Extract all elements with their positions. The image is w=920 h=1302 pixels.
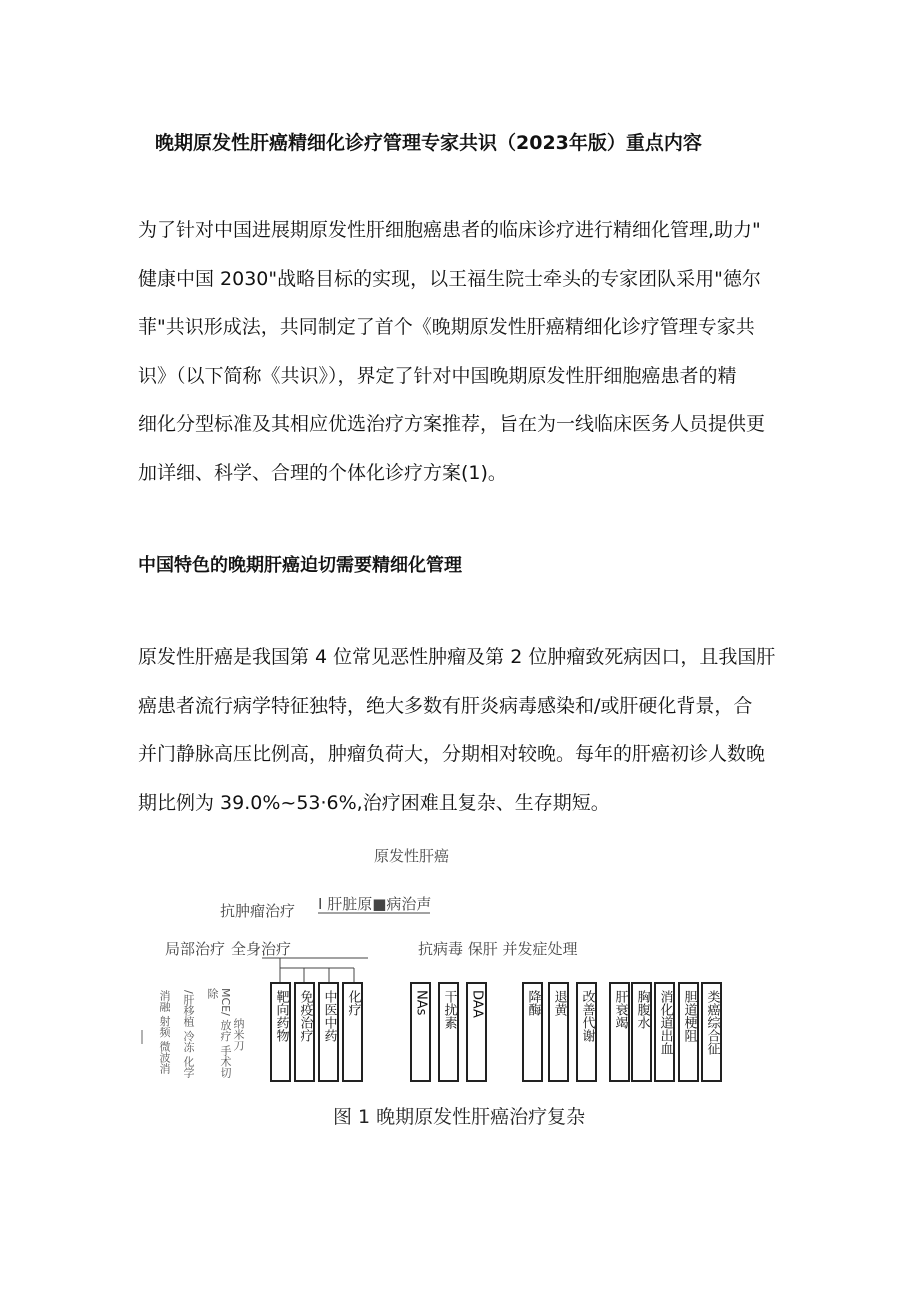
local-item: MCE/ 放疗 手术切除 xyxy=(206,988,232,1078)
document-title: 晚期原发性肝癌精细化诊疗管理专家共识（2023年版）重点内容 xyxy=(155,132,702,154)
support-box: 消化道出血 xyxy=(654,982,675,1082)
antiviral-box: NAs xyxy=(410,982,431,1082)
local-item: 消融 射频 微波消 xyxy=(158,990,171,1074)
systemic-box: 免疫治疗 xyxy=(294,982,315,1082)
intro-line: 为了针对中国进展期原发性肝细胞癌患者的临床诊疗进行精细化管理,助力" xyxy=(138,219,761,241)
intro-line: 识》（以下简称《共识》），界定了针对中国晚期原发性肝细胞癌患者的精 xyxy=(138,364,737,387)
section-heading: 中国特色的晚期肝癌迫切需要精细化管理 xyxy=(138,555,462,576)
local-item: /肝移植 冷冻 化学 xyxy=(182,990,195,1078)
systemic-treatment-label: 全身治疗 xyxy=(231,940,292,958)
support-treatment-label: 抗病毒 保肝 并发症处理 xyxy=(418,940,578,958)
support-box: 降酶 xyxy=(522,982,543,1082)
liver-branch-label: I 肝脏原■病治声 xyxy=(318,895,432,913)
section-line: 期比例为 39.0%~53·6%,治疗困难且复杂、生存期短。 xyxy=(138,791,610,814)
support-box: 退黄 xyxy=(548,982,569,1082)
systemic-box: 靶向药物 xyxy=(270,982,291,1082)
intro-line: 健康中国 2030"战略目标的实现，以王福生院士牵头的专家团队采用"德尔 xyxy=(138,267,761,290)
local-item: 纳米刀 xyxy=(232,1018,245,1051)
figure-root: 原发性肝癌 xyxy=(374,847,450,865)
figure-caption: 图 1 晚期原发性肝癌治疗复杂 xyxy=(333,1106,586,1128)
local-treatment-label: 局部治疗 xyxy=(165,940,226,958)
systemic-box: 化疗 xyxy=(342,982,363,1082)
support-box: 改善代谢 xyxy=(576,982,597,1082)
antiviral-box: 干扰素 xyxy=(438,982,459,1082)
intro-line: 菲"共识形成法，共同制定了首个《晚期原发性肝癌精细化诊疗管理专家共 xyxy=(138,316,755,338)
intro-line: 加详细、科学、合理的个体化诊疗方案(1)。 xyxy=(138,461,507,484)
section-line: 癌患者流行病学特征独特，绝大多数有肝炎病毒感染和/或肝硬化背景，合 xyxy=(138,694,753,717)
systemic-box: 中医中药 xyxy=(318,982,339,1082)
antitumor-label: 抗肿瘤治疗 xyxy=(220,902,296,920)
intro-line: 细化分型标准及其相应优选治疗方案推荐，旨在为一线临床医务人员提供更 xyxy=(138,413,766,435)
antiviral-box: DAA xyxy=(466,982,487,1082)
support-box: 类癌综合征 xyxy=(701,982,722,1082)
support-box: 胸腹水 xyxy=(631,982,652,1082)
section-line: 原发性肝癌是我国第 4 位常见恶性肿瘤及第 2 位肿瘤致死病因口，且我国肝 xyxy=(138,646,776,668)
support-box: 胆道梗阻 xyxy=(678,982,699,1082)
section-line: 并门静脉高压比例高，肿瘤负荷大，分期相对较晚。每年的肝癌初诊人数晚 xyxy=(138,743,766,765)
support-box: 肝衰竭 xyxy=(609,982,630,1082)
